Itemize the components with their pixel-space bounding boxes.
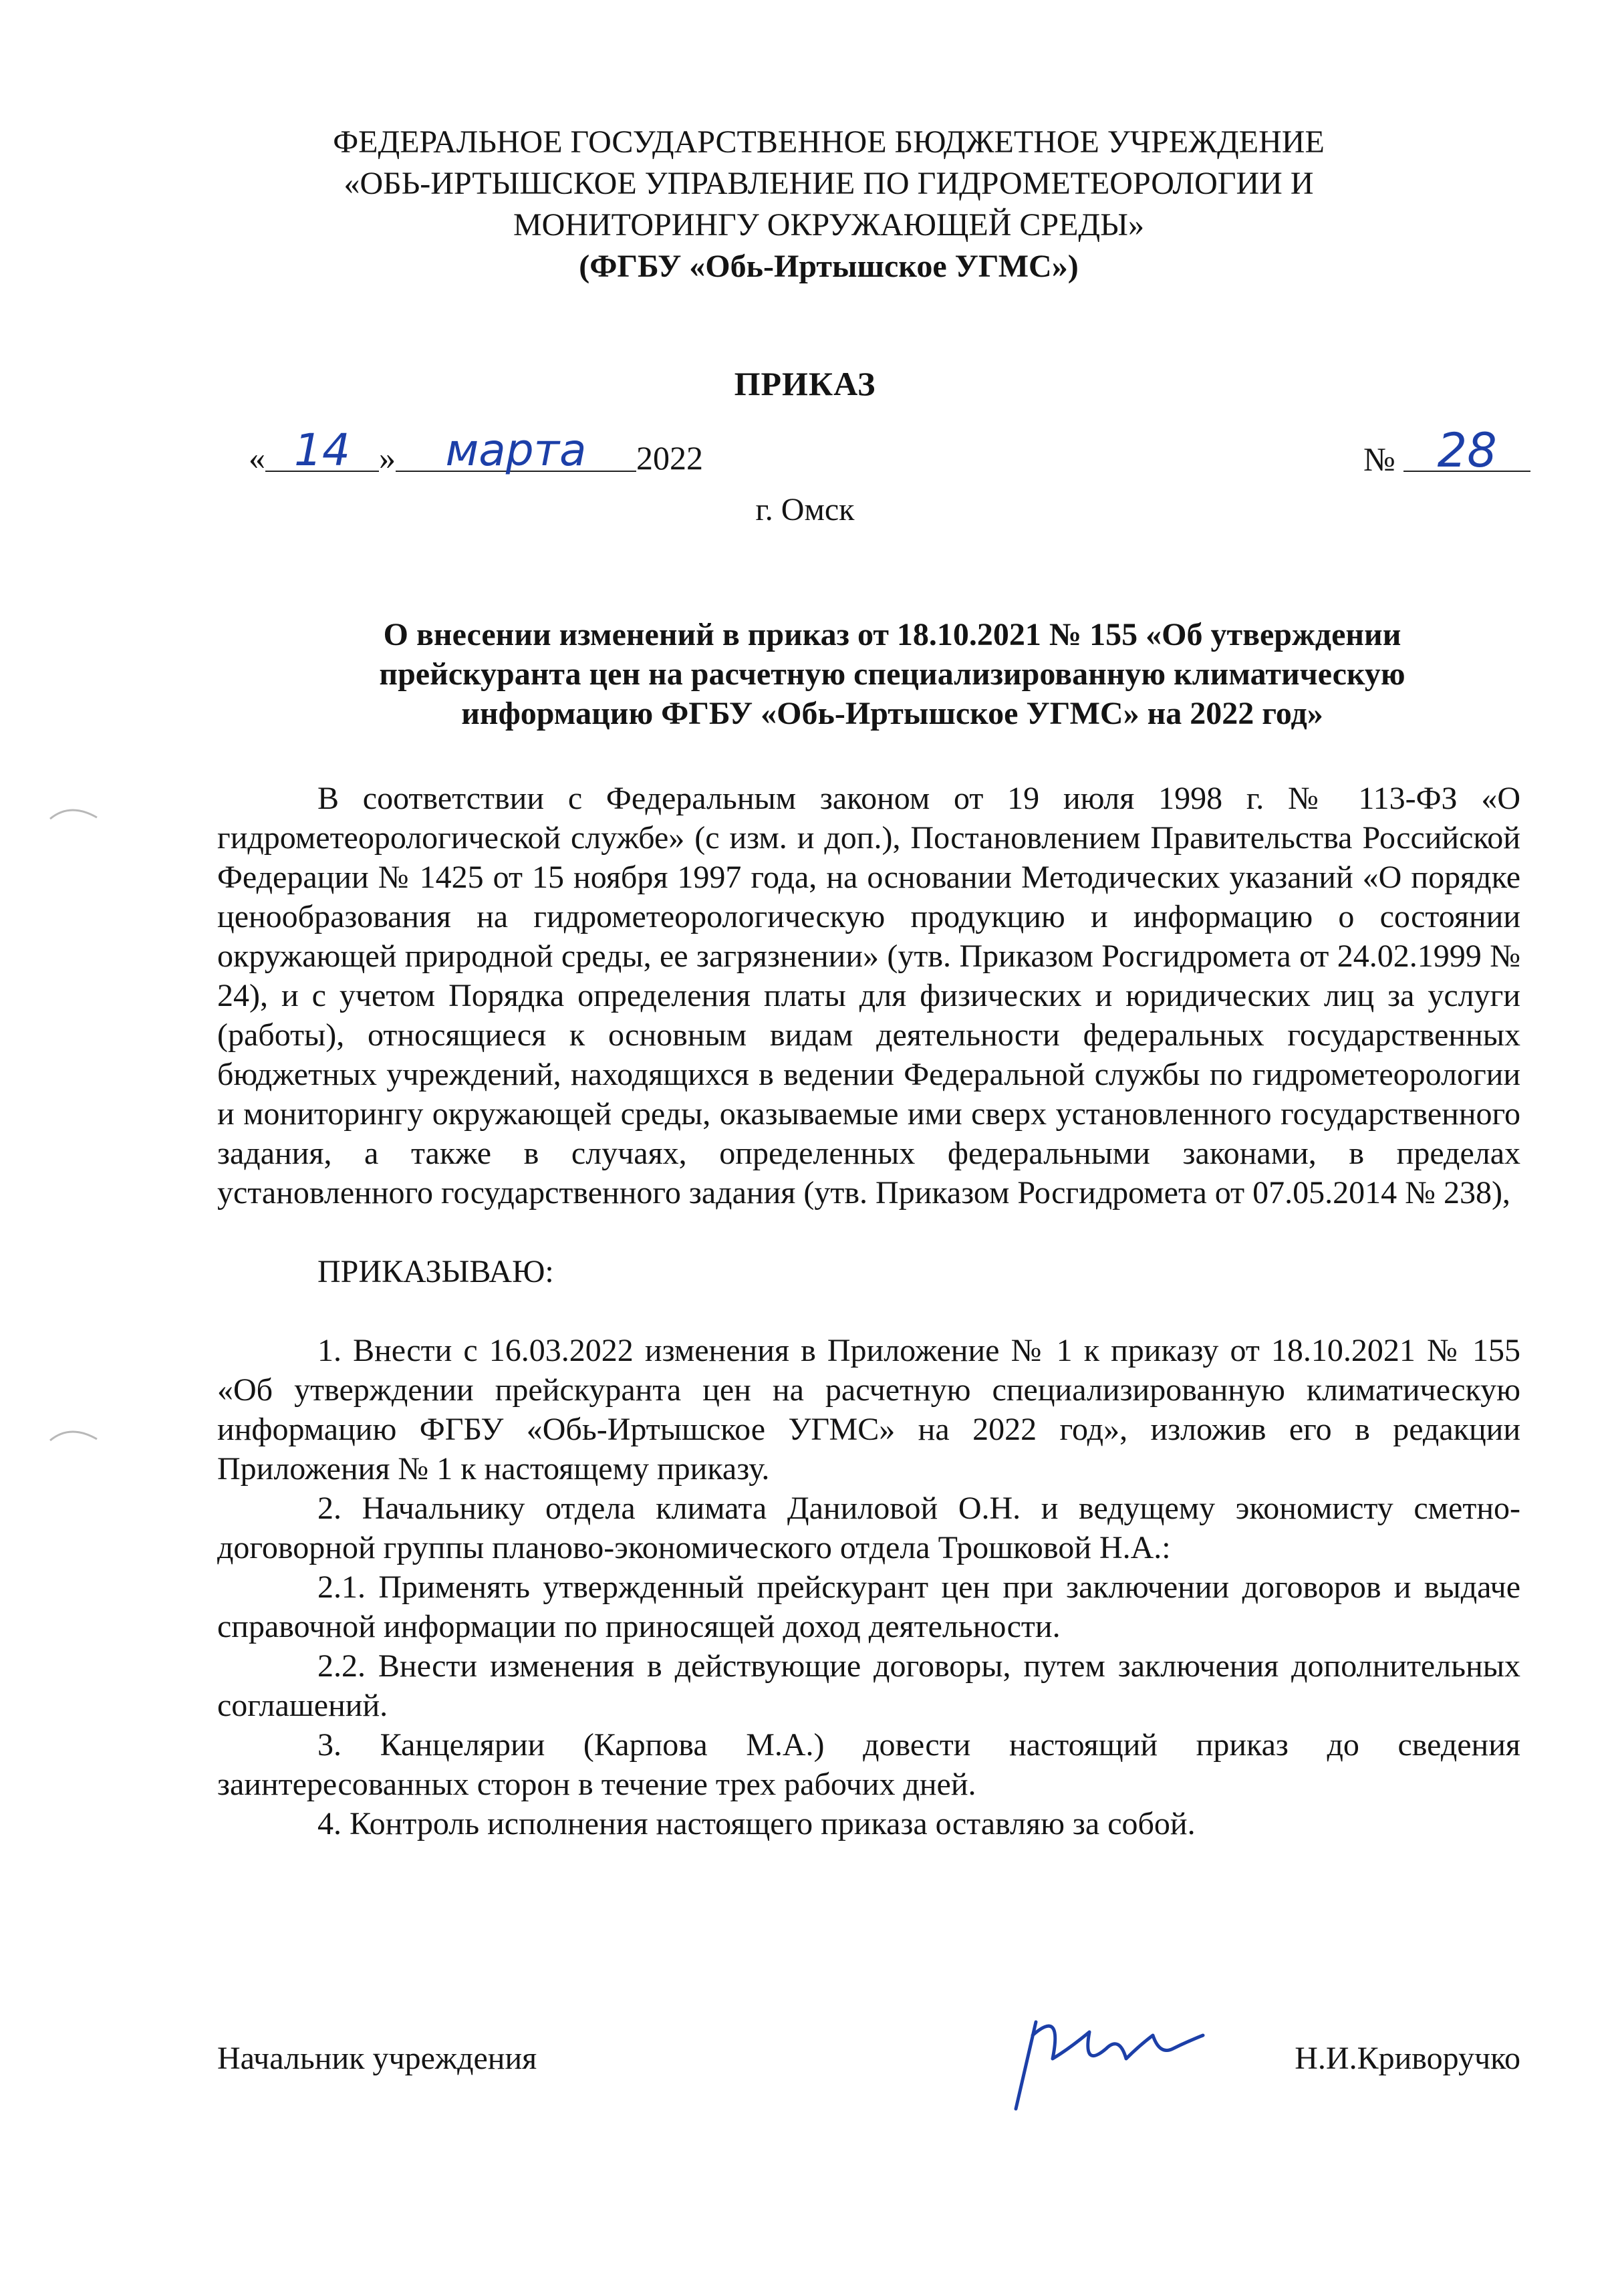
number-handwritten: 28 xyxy=(1403,430,1530,472)
order-number xyxy=(1363,423,1530,479)
date-open-quote: « xyxy=(249,439,265,477)
number-sign: № xyxy=(1363,440,1395,478)
order-item-2: 2. Начальнику отдела климата Даниловой О.Н. и ведущему экономисту сметно-договорной группы планово-экономического отдела Трошковой Н.А.: xyxy=(217,1491,1520,1565)
order-date xyxy=(249,424,703,477)
date-year: 2022 xyxy=(636,439,703,477)
order-title: ПРИКАЗ xyxy=(734,365,876,402)
header-line-3: МОНИТОРИНГУ ОКРУЖАЮЩЕЙ СРЕДЫ» xyxy=(513,207,1144,243)
order-item-3: 3. Канцелярии (Карпова М.А.) довести настоящий приказ до сведения заинтересованных сторон в течение трех рабочих дней. xyxy=(217,1727,1520,1802)
order-item-2-2: 2.2. Внести изменения в действующие договоры, путем заключения дополнительных соглашений. xyxy=(217,1648,1520,1723)
subject-line-2: прейскуранта цен на расчетную специализированную климатическую xyxy=(379,656,1405,692)
header-line-2: «ОБЬ-ИРТЫШСКОЕ УПРАВЛЕНИЕ ПО ГИДРОМЕТЕОРОЛОГИИ И xyxy=(344,166,1314,201)
subject-line-3: информацию ФГБУ «Обь-Иртышское УГМС» на 2022 год» xyxy=(461,696,1323,731)
subject-line-1: О внесении изменений в приказ от 18.10.2021 № 155 «Об утверждении xyxy=(383,617,1401,652)
order-item-4: 4. Контроль исполнения настоящего приказа оставляю за собой. xyxy=(317,1806,1196,1841)
handwritten-signature xyxy=(989,1995,1210,2122)
order-body xyxy=(217,779,1520,1843)
date-month-handwritten: марта xyxy=(396,430,636,472)
signatory-position: Начальник учреждения xyxy=(217,2041,537,2076)
signatory-name: Н.И.Криворучко xyxy=(1295,2041,1520,2076)
header-line-1: ФЕДЕРАЛЬНОЕ ГОСУДАРСТВЕННОЕ БЮДЖЕТНОЕ УЧРЕЖДЕНИЕ xyxy=(333,124,1325,160)
order-item-1: 1. Внести с 16.03.2022 изменения в Приложение № 1 к приказу от 18.10.2021 № 155 «Об утверждении прейскуранта цен на расчетную специализированную климатическую информацию ФГБУ «Обь-Иртышское УГМС» на 2022 год», изложив его в редакции Приложения № 1 к настоящему приказу. xyxy=(217,1333,1520,1487)
header-short-name: (ФГБУ «Обь-Иртышское УГМС») xyxy=(579,249,1079,284)
scan-mark-upper xyxy=(47,799,100,825)
order-word: ПРИКАЗЫВАЮ: xyxy=(317,1254,554,1289)
order-item-2-1: 2.1. Применять утвержденный прейскурант цен при заключении договоров и выдаче справочной информации по приносящей доход деятельности. xyxy=(217,1569,1520,1644)
date-close-quote: » xyxy=(379,439,396,477)
date-day-handwritten: 14 xyxy=(265,430,379,472)
order-subject xyxy=(304,615,1480,733)
preamble-paragraph: В соответствии с Федеральным законом от 19 июля 1998 г. № 113-ФЗ «О гидрометеорологической службе» (с изм. и доп.), Постановлением Правительства Российской Федерации № 1425 от 15 ноября 1997 года, на основании Методических указаний «О порядке ценообразования на гидрометеорологическую продукцию и информацию о состоянии окружающей природной среды, ее загрязнении» (утв. Приказом Росгидромета от 24.02.1999 № 24), и с учетом Порядка определения платы для физических и юридических лиц за услуги (работы), относящиеся к основным видам деятельности федеральных государственных бюджетных учреждений, находящихся в ведении Федеральной службы по гидрометеорологии и мониторингу окружающей среды, оказываемые ими сверх установленного государственного задания, а также в случаях, определенных федеральными законами, в пределах установленного государственного задания (утв. Приказом Росгидромета от 07.05.2014 № 238), xyxy=(217,781,1520,1210)
scan-mark-lower xyxy=(47,1420,100,1447)
organization-header xyxy=(221,122,1437,287)
order-city: г. Омск xyxy=(755,492,855,527)
